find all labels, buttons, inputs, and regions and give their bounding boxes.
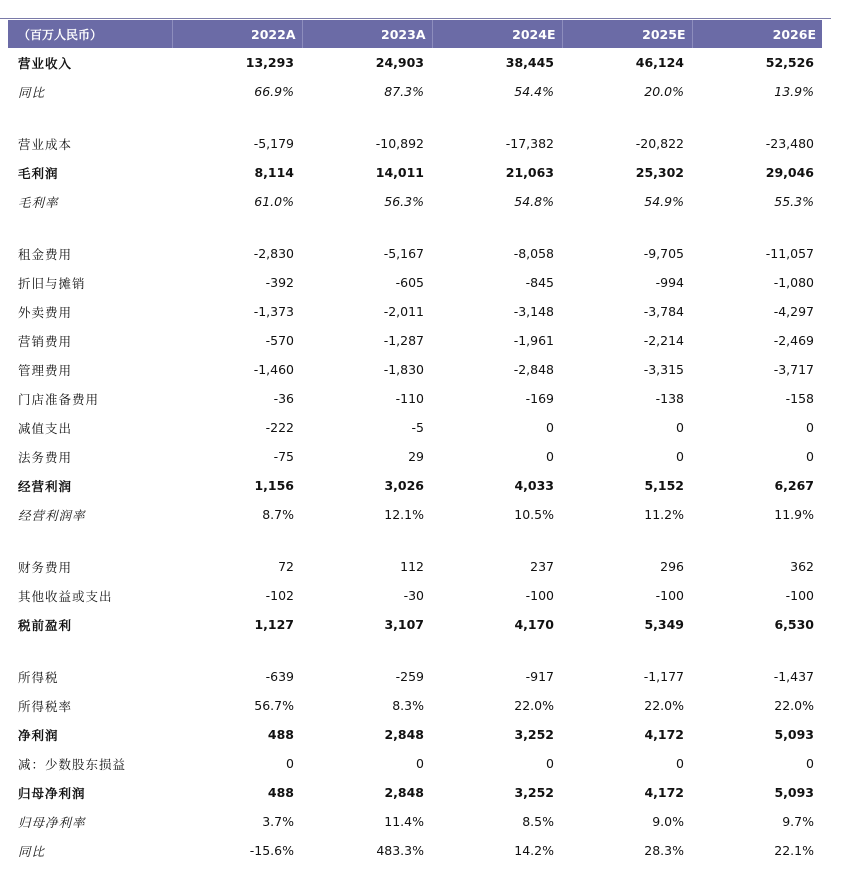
row-label: 所得税 (18, 669, 59, 685)
table-row-net-profit (8, 720, 822, 749)
cell: -3,717 (773, 362, 814, 377)
year-header: 2024E (432, 20, 562, 48)
cell: 3,026 (384, 478, 424, 493)
table-row-revenue-yoy (8, 77, 822, 106)
year-header: 2026E (692, 20, 822, 48)
cell: -23,480 (765, 136, 814, 151)
cell: -3,148 (513, 304, 554, 319)
cell: -100 (525, 588, 554, 603)
cell: 8.3% (392, 698, 424, 713)
table-row-depreciation (8, 268, 822, 297)
cell: 20.0% (644, 84, 684, 99)
table-row-store-prep (8, 384, 822, 413)
cell: -102 (265, 588, 294, 603)
cell: 13.9% (774, 84, 814, 99)
cell: 4,170 (514, 617, 554, 632)
cell: 29,046 (765, 165, 814, 180)
table-row-net-profit-yoy (8, 836, 822, 865)
cell: 22.0% (514, 698, 554, 713)
cell: 0 (806, 756, 814, 771)
row-label: 同比 (18, 843, 46, 859)
cell: -3,315 (643, 362, 684, 377)
cell: -10,892 (375, 136, 424, 151)
cell: 6,530 (774, 617, 814, 632)
table-row-delivery (8, 297, 822, 326)
cell: 0 (806, 449, 814, 464)
cell: 25,302 (635, 165, 684, 180)
cell: -1,080 (773, 275, 814, 290)
table-row-revenue (8, 48, 822, 77)
cell: 296 (660, 559, 684, 574)
cell: 1,127 (254, 617, 294, 632)
cell: -100 (785, 588, 814, 603)
cell: 0 (546, 420, 554, 435)
cell: -110 (395, 391, 424, 406)
cell: 28.3% (644, 843, 684, 858)
cell: -1,961 (513, 333, 554, 348)
cell: -1,830 (383, 362, 424, 377)
cell: 22.1% (774, 843, 814, 858)
cell: 5,093 (774, 785, 814, 800)
cell: -30 (403, 588, 424, 603)
row-label: 同比 (18, 84, 46, 100)
cell: 22.0% (774, 698, 814, 713)
row-label: 其他收益或支出 (18, 588, 113, 604)
cell: 0 (676, 756, 684, 771)
row-label: 税前盈利 (18, 617, 73, 633)
cell: -158 (785, 391, 814, 406)
cell: 87.3% (384, 84, 424, 99)
table-row-marketing (8, 326, 822, 355)
cell: 61.0% (254, 194, 294, 209)
cell: 11.4% (384, 814, 424, 829)
cell: 8.5% (522, 814, 554, 829)
cell: 54.9% (644, 194, 684, 209)
cell: -917 (525, 669, 554, 684)
row-label: 减：少数股东损益 (18, 756, 127, 772)
spacer-row (8, 639, 822, 662)
cell: 483.3% (376, 843, 424, 858)
row-label: 所得税率 (18, 698, 73, 714)
table-row-operating-profit (8, 471, 822, 500)
cell: -259 (395, 669, 424, 684)
spacer-row (8, 216, 822, 239)
cell: 0 (676, 449, 684, 464)
cell: 72 (278, 559, 294, 574)
cell: -36 (273, 391, 294, 406)
cell: 5,152 (644, 478, 684, 493)
cell: 237 (530, 559, 554, 574)
table-row-attributable-net-profit (8, 778, 822, 807)
cell: 56.3% (384, 194, 424, 209)
cell: -169 (525, 391, 554, 406)
cell: 13,293 (245, 55, 294, 70)
top-rule (0, 18, 831, 19)
cell: 9.0% (652, 814, 684, 829)
cell: 3.7% (262, 814, 294, 829)
cell: -2,469 (773, 333, 814, 348)
cell: 488 (267, 727, 294, 742)
row-label: 归母净利润 (18, 785, 86, 801)
cell: -1,437 (773, 669, 814, 684)
cell: -639 (265, 669, 294, 684)
cell: 2,848 (384, 727, 424, 742)
row-label: 毛利润 (18, 165, 59, 181)
cell: -9,705 (643, 246, 684, 261)
cell: 10.5% (514, 507, 554, 522)
table-row-finance-cost (8, 552, 822, 581)
row-label: 租金费用 (18, 246, 73, 262)
cell: -1,373 (253, 304, 294, 319)
table-row-rent (8, 239, 822, 268)
table-row-pretax-profit (8, 610, 822, 639)
header-row (8, 20, 822, 48)
table-row-gross-profit (8, 158, 822, 187)
cell: 5,093 (774, 727, 814, 742)
cell: -1,287 (383, 333, 424, 348)
row-label: 营业成本 (18, 136, 73, 152)
cell: 21,063 (505, 165, 554, 180)
row-label: 营业收入 (18, 55, 73, 71)
cell: 3,107 (384, 617, 424, 632)
cell: -11,057 (765, 246, 814, 261)
cell: 362 (790, 559, 814, 574)
row-label: 管理费用 (18, 362, 73, 378)
cell: -845 (525, 275, 554, 290)
row-label: 营销费用 (18, 333, 73, 349)
cell: 0 (546, 449, 554, 464)
row-label: 净利润 (18, 727, 59, 743)
cell: 2,848 (384, 785, 424, 800)
table-row-cost-of-sales (8, 129, 822, 158)
cell: 0 (416, 756, 424, 771)
table-row-impairment (8, 413, 822, 442)
cell: -75 (273, 449, 294, 464)
cell: -392 (265, 275, 294, 290)
cell: -605 (395, 275, 424, 290)
cell: 11.9% (774, 507, 814, 522)
cell: -15.6% (249, 843, 294, 858)
cell: 0 (676, 420, 684, 435)
cell: -5,167 (383, 246, 424, 261)
cell: 55.3% (774, 194, 814, 209)
cell: -2,011 (383, 304, 424, 319)
row-label: 财务费用 (18, 559, 73, 575)
table-row-other-income (8, 581, 822, 610)
cell: 5,349 (644, 617, 684, 632)
row-label: 法务费用 (18, 449, 73, 465)
cell: 54.8% (514, 194, 554, 209)
cell: 52,526 (765, 55, 814, 70)
cell: 112 (400, 559, 424, 574)
cell: 66.9% (254, 84, 294, 99)
table-row-minority-interest (8, 749, 822, 778)
cell: 46,124 (635, 55, 684, 70)
cell: -1,177 (643, 669, 684, 684)
cell: -2,848 (513, 362, 554, 377)
row-label: 减值支出 (18, 420, 73, 436)
row-label: 经营利润率 (18, 507, 86, 523)
cell: 38,445 (505, 55, 554, 70)
spacer-row (8, 106, 822, 129)
cell: -570 (265, 333, 294, 348)
cell: 0 (546, 756, 554, 771)
cell: -1,460 (253, 362, 294, 377)
income-statement-table (8, 20, 822, 865)
unit-header: （百万人民币） (8, 20, 172, 48)
row-label: 归母净利率 (18, 814, 86, 830)
table-row-attributable-net-margin (8, 807, 822, 836)
table-row-income-tax (8, 662, 822, 691)
cell: -17,382 (505, 136, 554, 151)
table-row-gross-margin (8, 187, 822, 216)
cell: 22.0% (644, 698, 684, 713)
row-label: 门店准备费用 (18, 391, 100, 407)
cell: 0 (806, 420, 814, 435)
cell: -20,822 (635, 136, 684, 151)
cell: 0 (286, 756, 294, 771)
spacer-row (8, 529, 822, 552)
cell: 9.7% (782, 814, 814, 829)
row-label: 外卖费用 (18, 304, 73, 320)
table-row-admin (8, 355, 822, 384)
cell: 24,903 (375, 55, 424, 70)
cell: 4,033 (514, 478, 554, 493)
cell: 3,252 (514, 785, 554, 800)
year-header: 2025E (562, 20, 692, 48)
cell: -994 (655, 275, 684, 290)
cell: 8.7% (262, 507, 294, 522)
cell: -100 (655, 588, 684, 603)
table-row-operating-margin (8, 500, 822, 529)
year-header: 2022A (172, 20, 302, 48)
row-label: 折旧与摊销 (18, 275, 86, 291)
cell: 8,114 (254, 165, 294, 180)
cell: -2,830 (253, 246, 294, 261)
cell: -4,297 (773, 304, 814, 319)
cell: -5,179 (253, 136, 294, 151)
table-row-legal (8, 442, 822, 471)
cell: 54.4% (514, 84, 554, 99)
cell: -222 (265, 420, 294, 435)
cell: 14,011 (375, 165, 424, 180)
table-row-tax-rate (8, 691, 822, 720)
cell: -2,214 (643, 333, 684, 348)
cell: -8,058 (513, 246, 554, 261)
cell: 4,172 (644, 727, 684, 742)
cell: 14.2% (514, 843, 554, 858)
cell: 1,156 (254, 478, 294, 493)
cell: 56.7% (254, 698, 294, 713)
cell: 488 (267, 785, 294, 800)
cell: -5 (411, 420, 424, 435)
year-header: 2023A (302, 20, 432, 48)
cell: 11.2% (644, 507, 684, 522)
cell: -138 (655, 391, 684, 406)
row-label: 毛利率 (18, 194, 59, 210)
cell: 4,172 (644, 785, 684, 800)
cell: 12.1% (384, 507, 424, 522)
cell: 3,252 (514, 727, 554, 742)
cell: -3,784 (643, 304, 684, 319)
cell: 6,267 (774, 478, 814, 493)
cell: 29 (408, 449, 424, 464)
row-label: 经营利润 (18, 478, 73, 494)
